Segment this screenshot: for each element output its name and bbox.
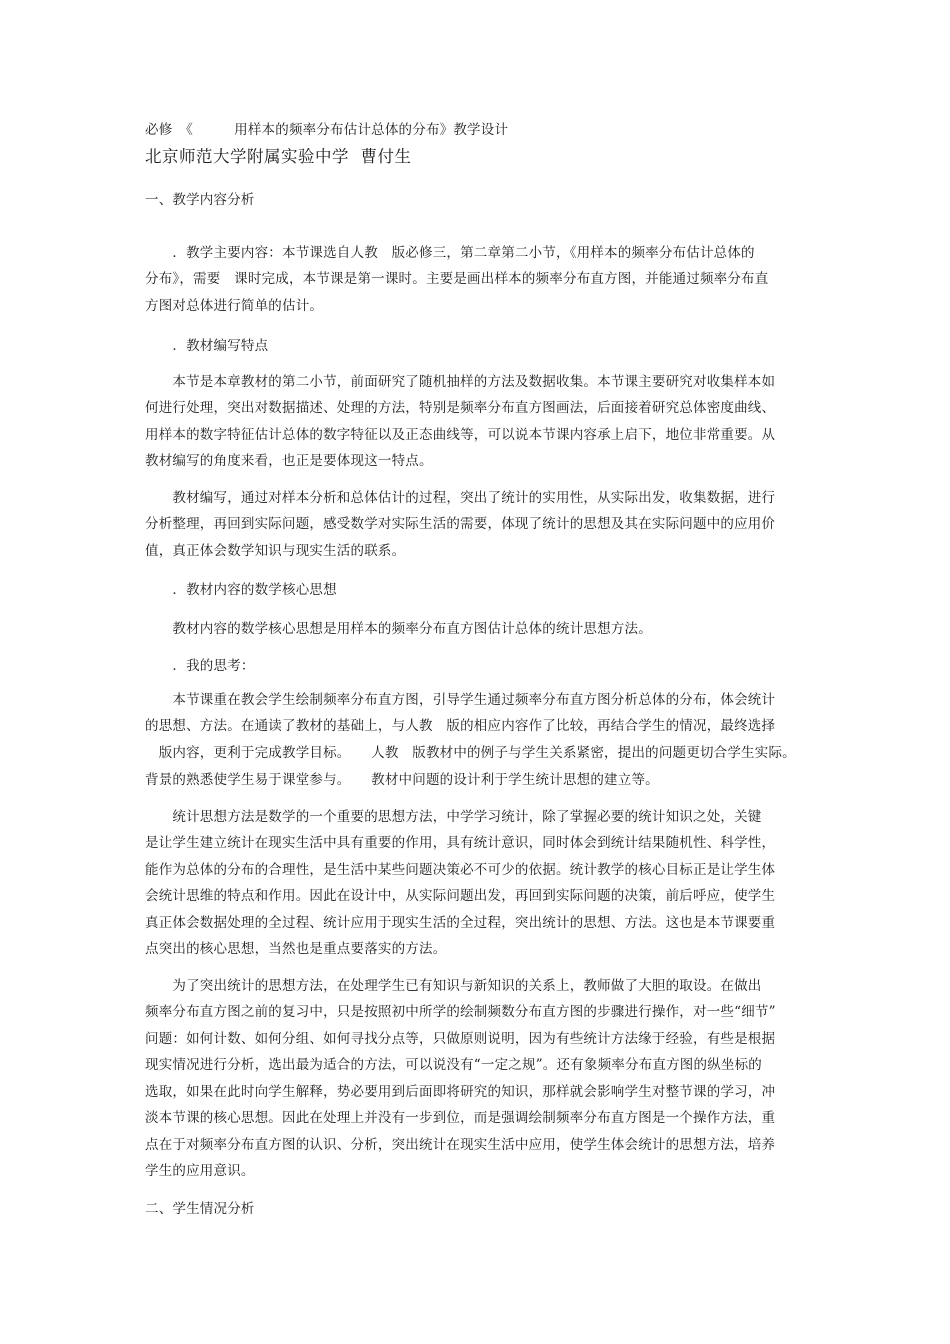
subheading: ．教材编写特点	[145, 338, 269, 354]
paragraph-line: 真正体会数据处理的全过程、统计应用于现实生活的全过程，突出统计的思想、方法。这也是本节课要重	[145, 915, 776, 931]
paragraph-line: 问题：如何计数、如何分组、如何寻找分点等，只做原则说明，因为有些统计方法缘于经验，有些是根据	[145, 1031, 776, 1047]
paragraph-line: ．教学主要内容：本节课选自人教 版必修三，第二章第二小节，《用样本的频率分布估计总体的	[145, 245, 755, 261]
section-heading-1: 一、教学内容分析	[145, 192, 255, 208]
paragraph-line: 的思想、方法。在通读了教材的基础上，与人教 版的相应内容作了比较，再结合学生的情况，最终选择	[145, 718, 776, 734]
paragraph-line: 频率分布直方图之前的复习中，只是按照初中所学的绘制频数分布直方图的步骤进行操作，对一些“细节”	[145, 1004, 776, 1020]
subheading: ．教材内容的数学核心思想	[145, 582, 337, 598]
paragraph-line: 点在于对频率分布直方图的认识、分析，突出统计在现实生活中应用，使学生体会统计的思想方法，培养	[145, 1137, 776, 1153]
document-title: 必修 《 用样本的频率分布估计总体的分布》教学设计	[145, 122, 509, 138]
paragraph-line: 学生的应用意识。	[145, 1163, 255, 1179]
paragraph-line: 为了突出统计的思想方法，在处理学生已有知识与新知识的关系上，教师做了大胆的取设。在做出	[145, 978, 762, 994]
paragraph-line: 版内容，更利于完成教学目标。 人教 版教材中的例子与学生关系紧密，提出的问题更切合学生实际。	[145, 745, 796, 761]
paragraph-line: 点突出的核心思想，当然也是重点要落实的方法。	[145, 941, 447, 957]
paragraph-line: 分布》，需要 课时完成，本节课是第一课时。主要是画出样本的频率分布直方图，并能通过频率分布直	[145, 271, 769, 287]
paragraph-line: 分析整理，再回到实际问题，感受数学对实际生活的需要，体现了统计的思想及其在实际问题中的应用价	[145, 516, 776, 532]
author-line: 北京师范大学附属实验中学 曹付生	[145, 147, 412, 166]
paragraph-line: 本节是本章教材的第二小节，前面研究了随机抽样的方法及数据收集。本节课主要研究对收集样本如	[145, 374, 776, 390]
paragraph-line: 用样本的数字特征估计总体的数字特征以及正态曲线等，可以说本节课内容承上启下，地位非常重要。从	[145, 427, 776, 443]
paragraph-line: 教材内容的数学核心思想是用样本的频率分布直方图估计总体的统计思想方法。	[145, 621, 652, 637]
paragraph-line: 本节课重在教会学生绘制频率分布直方图，引导学生通过频率分布直方图分析总体的分布，体会统计	[145, 692, 776, 708]
paragraph-line: 现实情况进行分析，选出最为适合的方法，可以说没有“一定之规”。还有象频率分布直方图的纵坐标的	[145, 1057, 763, 1073]
paragraph-line: 统计思想方法是数学的一个重要的思想方法，中学学习统计，除了掌握必要的统计知识之处，关键	[145, 809, 762, 825]
paragraph-line: 是让学生建立统计在现实生活中具有重要的作用，具有统计意识，同时体会到统计结果随机性、科学性，	[145, 835, 776, 851]
paragraph-line: 淡本节课的核心思想。因此在处理上并没有一步到位，而是强调绘制频率分布直方图是一个操作方法，重	[145, 1110, 776, 1126]
subheading: ．我的思考：	[145, 658, 255, 674]
paragraph-line: 值，真正体会数学知识与现实生活的联系。	[145, 543, 406, 559]
paragraph-line: 何进行处理，突出对数据描述、处理的方法，特别是频率分布直方图画法，后面接着研究总体密度曲线、	[145, 400, 776, 416]
paragraph-line: 方图对总体进行简单的估计。	[145, 298, 324, 314]
paragraph-line: 会统计思维的特点和作用。因此在设计中，从实际问题出发，再回到实际问题的决策，前后呼应，使学生	[145, 888, 776, 904]
paragraph-line: 背景的熟悉使学生易于课堂参与。 教材中问题的设计利于学生统计思想的建立等。	[145, 772, 659, 788]
section-heading-2: 二、学生情况分析	[145, 1201, 255, 1217]
paragraph-line: 选取，如果在此时向学生解释，势必要用到后面即将研究的知识，那样就会影响学生对整节课的学习，冲	[145, 1084, 776, 1100]
paragraph-line: 能作为总体的分布的合理性，是生活中某些问题决策必不可少的依据。统计教学的核心目标正是让学生体	[145, 862, 776, 878]
paragraph-line: 教材编写，通过对样本分析和总体估计的过程，突出了统计的实用性，从实际出发，收集数据，进行	[145, 490, 776, 506]
paragraph-line: 教材编写的角度来看，也正是要体现这一特点。	[145, 453, 433, 469]
